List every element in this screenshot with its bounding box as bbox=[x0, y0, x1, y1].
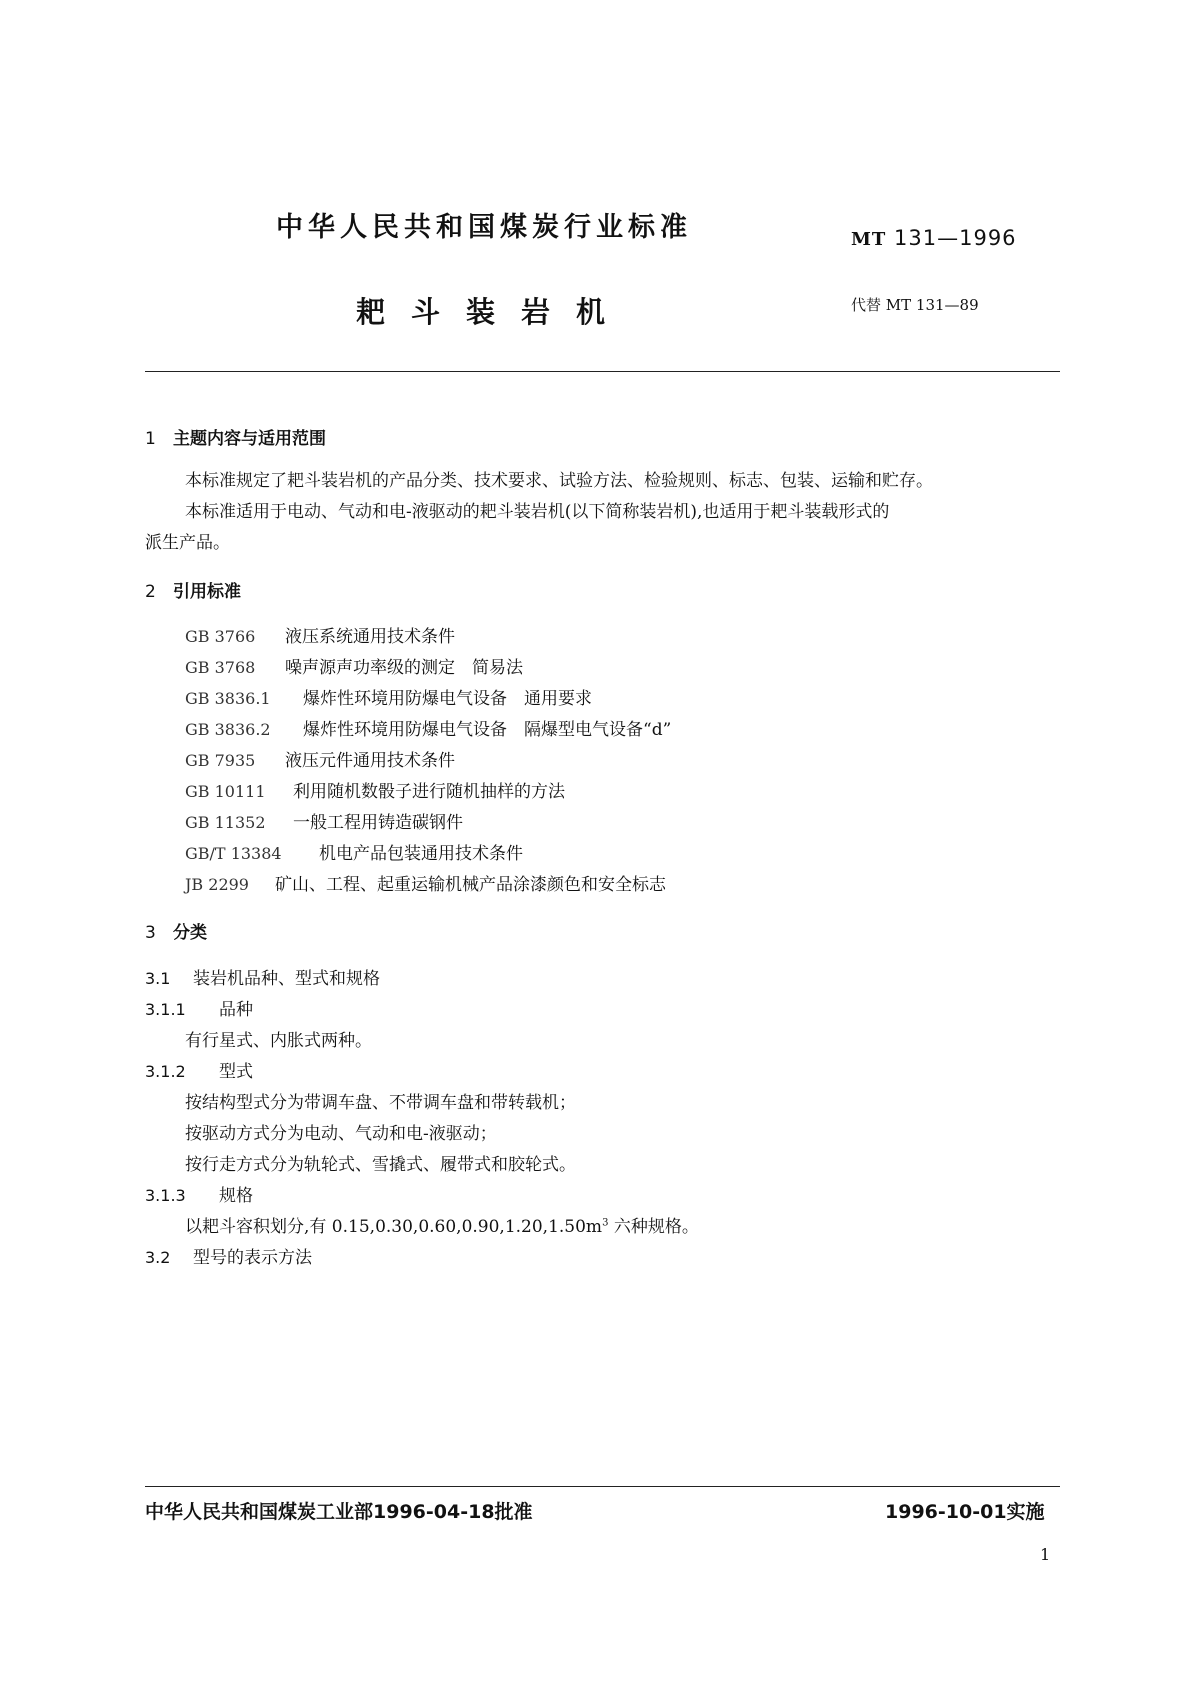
paragraph: 本标准适用于电动、气动和电-液驱动的耙斗装岩机(以下简称装岩机),也适用于耙斗装载形式的 bbox=[185, 502, 890, 522]
section-3-heading bbox=[145, 918, 207, 943]
effective-date: 1996-10-01实施 bbox=[885, 1501, 1045, 1523]
paragraph: 有行星式、内胀式两种。 bbox=[185, 1031, 372, 1051]
paragraph: 按驱动方式分为电动、气动和电-液驱动； bbox=[185, 1124, 497, 1144]
section-title: 引用标准 bbox=[173, 582, 241, 602]
subsection-3-1-1: 3.1.1 品种 bbox=[145, 1000, 253, 1020]
reference-item: GB 3766 液压系统通用技术条件 bbox=[185, 627, 455, 647]
section-number: 1 bbox=[145, 429, 156, 449]
reference-item: GB 3836.1 爆炸性环境用防爆电气设备 通用要求 bbox=[185, 689, 592, 709]
paragraph: 本标准规定了耙斗装岩机的产品分类、技术要求、试验方法、检验规则、标志、包装、运输和贮存。 bbox=[185, 471, 933, 491]
reference-item: GB/T 13384 机电产品包装通用技术条件 bbox=[185, 844, 523, 864]
reference-item: GB 3768 噪声源声功率级的测定 简易法 bbox=[185, 658, 523, 678]
header-divider bbox=[145, 371, 1060, 372]
section-number: 3 bbox=[145, 923, 156, 943]
section-2-heading bbox=[145, 577, 241, 602]
reference-item: GB 3836.2 爆炸性环境用防爆电气设备 隔爆型电气设备“d” bbox=[185, 720, 672, 740]
reference-item: GB 10111 利用随机数骰子进行随机抽样的方法 bbox=[185, 782, 565, 802]
subsection-3-1-3: 3.1.3 规格 bbox=[145, 1186, 253, 1206]
standard-code bbox=[851, 226, 1017, 250]
standard-code-number: 131—1996 bbox=[894, 226, 1017, 250]
standard-code-prefix: MT bbox=[851, 229, 887, 250]
subsection-3-1-2: 3.1.2 型式 bbox=[145, 1062, 253, 1082]
document-title: 耙斗装岩机 bbox=[356, 295, 632, 329]
reference-item: GB 7935 液压元件通用技术条件 bbox=[185, 751, 455, 771]
reference-item: JB 2299 矿山、工程、起重运输机械产品涂漆颜色和安全标志 bbox=[185, 875, 666, 895]
paragraph: 以耙斗容积划分,有 $0.15,0.30,0.60,0.90,1.20,1.50m^3$ 六种规格。 bbox=[185, 1217, 699, 1237]
subsection-3-2: 3.2 型号的表示方法 bbox=[145, 1248, 312, 1268]
replaces-note: 代替 MT 131—89 bbox=[851, 296, 979, 314]
paragraph-continuation: 派生产品。 bbox=[145, 533, 230, 553]
footer-divider bbox=[145, 1486, 1060, 1487]
standard-category-title: 中华人民共和国煤炭行业标准 bbox=[276, 212, 692, 243]
subsection-3-1: 3.1 装岩机品种、型式和规格 bbox=[145, 969, 380, 989]
section-title: 主题内容与适用范围 bbox=[173, 429, 326, 449]
section-1-heading bbox=[145, 424, 326, 449]
page-number: 1 bbox=[1040, 1545, 1051, 1564]
paragraph: 按行走方式分为轨轮式、雪撬式、履带式和胶轮式。 bbox=[185, 1155, 576, 1175]
approval-statement: 中华人民共和国煤炭工业部1996-04-18批准 bbox=[145, 1501, 533, 1523]
reference-item: GB 11352 一般工程用铸造碳钢件 bbox=[185, 813, 463, 833]
section-number: 2 bbox=[145, 582, 156, 602]
section-title: 分类 bbox=[173, 923, 207, 943]
paragraph: 按结构型式分为带调车盘、不带调车盘和带转载机； bbox=[185, 1093, 576, 1113]
